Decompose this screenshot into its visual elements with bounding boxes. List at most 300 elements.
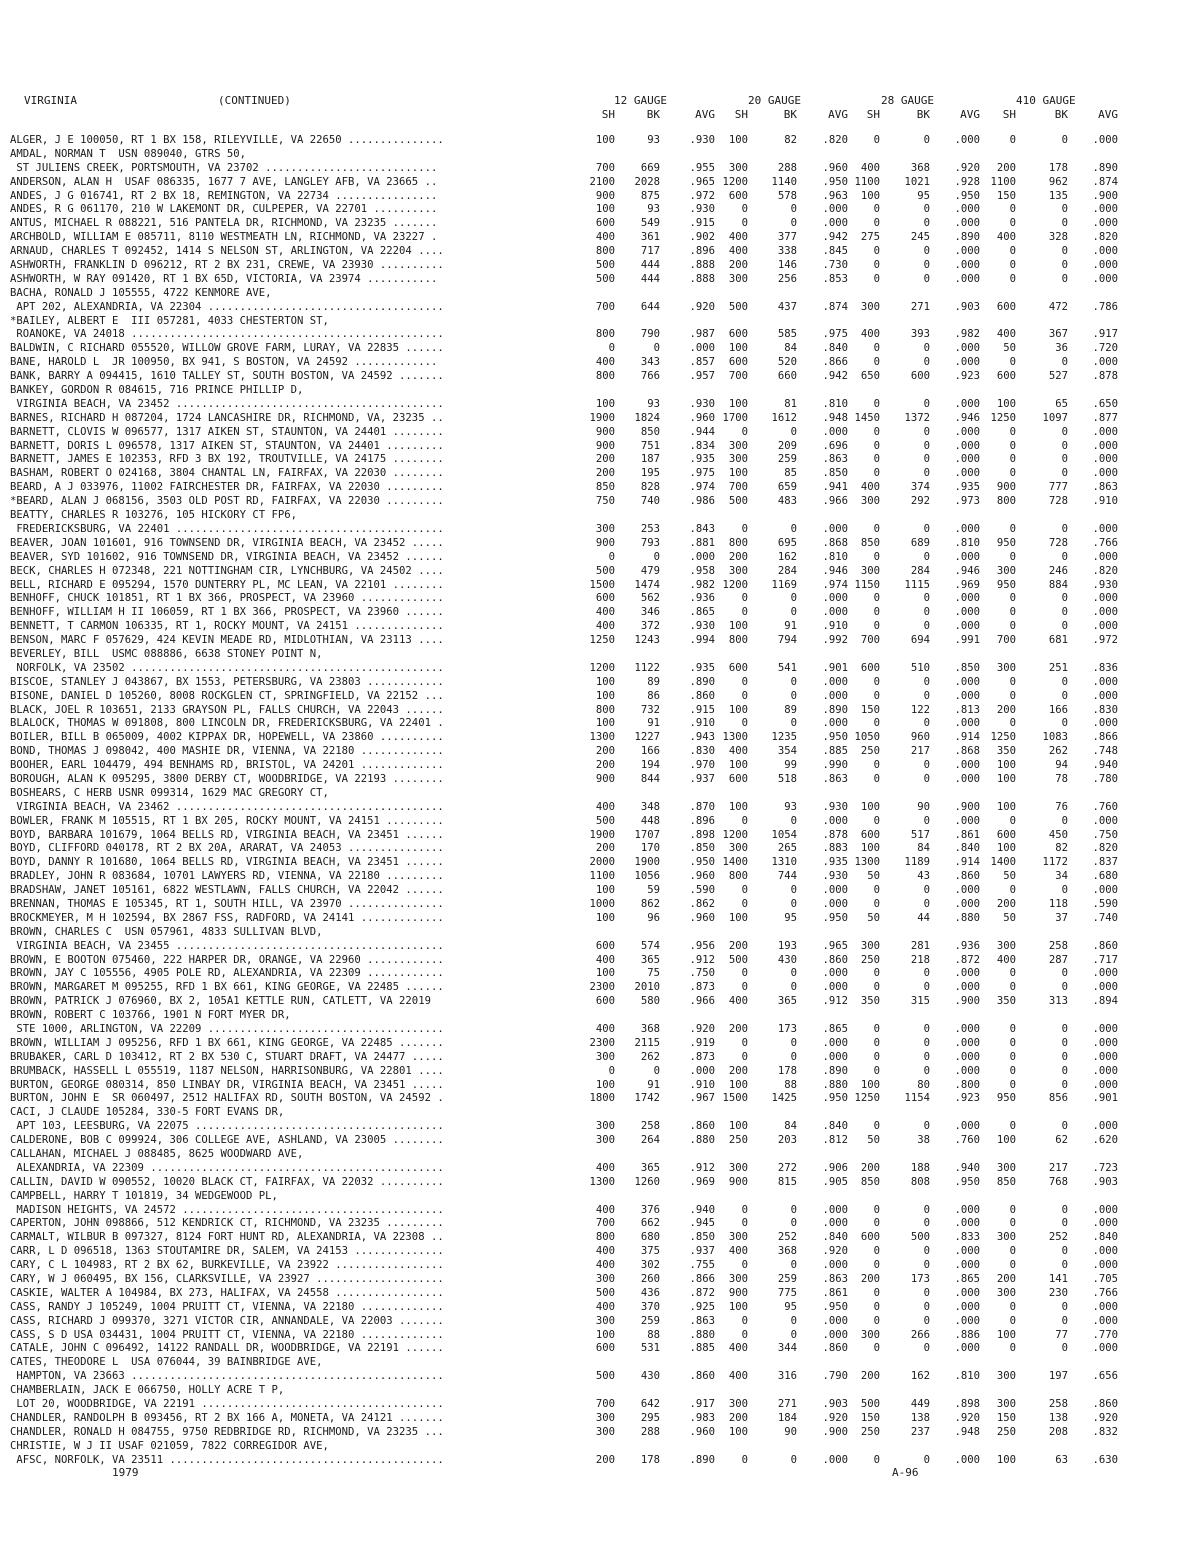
cell-sh20: 0 [741, 1036, 748, 1049]
cell-sh28: 100 [860, 189, 880, 202]
cell-avg410: .910 [1092, 495, 1118, 508]
cell-sh28: 250 [860, 745, 880, 758]
cell-sh12: 600 [595, 1342, 615, 1355]
cell-bk410: 287 [1048, 953, 1068, 966]
cell-avg28: .898 [954, 1398, 980, 1411]
cell-bk12: 875 [640, 189, 660, 202]
cell-sh28: 1100 [854, 175, 880, 188]
cell-sh20: 100 [728, 342, 748, 355]
cell-bk20: 368 [777, 1245, 797, 1258]
cell-sh12: 100 [595, 397, 615, 410]
cell-bk12: 75 [647, 967, 660, 980]
shooter-name-address: BOOHER, EARL 104479, 494 BENHAMS RD, BRISTOL, VA 24201 ............. [10, 759, 444, 772]
cell-bk410: 527 [1048, 370, 1068, 383]
shooter-row [0, 398, 1200, 412]
cell-sh410: 0 [1009, 467, 1016, 480]
cell-avg12: .915 [689, 217, 715, 230]
cell-bk28: 0 [923, 897, 930, 910]
cell-bk28: 0 [923, 1342, 930, 1355]
cell-bk28: 38 [917, 1134, 930, 1147]
cell-sh12: 400 [595, 606, 615, 619]
cell-avg28: .000 [954, 203, 980, 216]
cell-sh12: 200 [595, 453, 615, 466]
cell-bk12: 343 [640, 356, 660, 369]
cell-avg28: .865 [954, 1273, 980, 1286]
cell-sh28: 0 [873, 1217, 880, 1230]
cell-avg12: .972 [689, 189, 715, 202]
cell-avg410: .837 [1092, 856, 1118, 869]
cell-bk12: 89 [647, 675, 660, 688]
cell-sh12: 200 [595, 842, 615, 855]
cell-avg20: .950 [822, 1300, 848, 1313]
cell-bk28: 500 [910, 1231, 930, 1244]
shooter-name-address: BRADLEY, JOHN R 083684, 10701 LAWYERS RD, VIENNA, VA 22180 ......... [10, 870, 444, 883]
cell-bk20: 88 [784, 1078, 797, 1091]
shooter-name-address: CATALE, JOHN C 096492, 14122 RANDALL DR, WOODBRIDGE, VA 22191 ...... [10, 1342, 444, 1355]
cell-bk28: 689 [910, 536, 930, 549]
cell-sh28: 650 [860, 370, 880, 383]
shooter-name-address: VIRGINIA BEACH, VA 23455 .......................................... [10, 939, 444, 952]
cell-sh410: 0 [1009, 675, 1016, 688]
shooter-name-address: ROANOKE, VA 24018 ................................................. [10, 328, 444, 341]
cell-bk28: 284 [910, 564, 930, 577]
cell-avg20: .941 [822, 481, 848, 494]
cell-avg20: .000 [822, 217, 848, 230]
cell-sh28: 0 [873, 439, 880, 452]
cell-sh28: 0 [873, 1245, 880, 1258]
cell-avg28: .000 [954, 606, 980, 619]
cell-avg28: .000 [954, 453, 980, 466]
shooter-row [0, 453, 1200, 467]
shooter-name-address: ALEXANDRIA, VA 22309 .............................................. [10, 1161, 444, 1174]
cell-avg12: .890 [689, 1453, 715, 1466]
shooter-row [0, 1259, 1200, 1273]
cell-sh28: 250 [860, 1425, 880, 1438]
cell-bk12: 372 [640, 620, 660, 633]
cell-avg12: .966 [689, 995, 715, 1008]
cell-bk20: 203 [777, 1134, 797, 1147]
cell-sh20: 300 [728, 1273, 748, 1286]
cell-sh410: 0 [1009, 425, 1016, 438]
cell-bk12: 790 [640, 328, 660, 341]
cell-avg28: .000 [954, 245, 980, 258]
cell-bk12: 368 [640, 1023, 660, 1035]
gauge-28-bk-heading: BK [916, 108, 930, 121]
cell-sh12: 400 [595, 1203, 615, 1216]
cell-avg20: .946 [822, 564, 848, 577]
cell-sh12: 600 [595, 939, 615, 952]
cell-bk20: 744 [777, 870, 797, 883]
cell-bk12: 361 [640, 231, 660, 244]
cell-sh20: 600 [728, 772, 748, 785]
cell-avg28: .000 [954, 522, 980, 535]
cell-avg20: .948 [822, 411, 848, 424]
cell-bk410: 0 [1061, 1245, 1068, 1258]
cell-avg28: .950 [954, 1175, 980, 1188]
cell-sh12: 1800 [589, 1092, 615, 1105]
cell-avg12: .910 [689, 1078, 715, 1091]
cell-sh410: 1100 [990, 175, 1016, 188]
cell-avg12: .880 [689, 1328, 715, 1341]
cell-sh20: 0 [741, 203, 748, 216]
shooter-row [0, 829, 1200, 843]
cell-bk12: 91 [647, 1078, 660, 1091]
cell-sh20: 300 [728, 1161, 748, 1174]
cell-avg12: .888 [689, 259, 715, 272]
cell-sh20: 900 [728, 1286, 748, 1299]
cell-avg410: .000 [1092, 467, 1118, 480]
shooter-row [0, 1092, 1200, 1106]
cell-bk410: 77 [1055, 1328, 1068, 1341]
cell-bk12: 850 [640, 425, 660, 438]
cell-avg12: .850 [689, 1231, 715, 1244]
shooter-name-address: BROWN, JAY C 105556, 4905 POLE RD, ALEXANDRIA, VA 22309 ............ [10, 967, 444, 980]
shooter-name-address: ST JULIENS CREEK, PORTSMOUTH, VA 23702 ........................... [10, 161, 438, 174]
cell-avg12: .755 [689, 1259, 715, 1272]
cell-sh410: 0 [1009, 592, 1016, 605]
cell-bk410: 0 [1061, 606, 1068, 619]
shooter-name-address: VIRGINIA BEACH, VA 23462 .......................................... [10, 800, 444, 813]
shooter-name-address: BOYD, BARBARA 101679, 1064 BELLS RD, VIRGINIA BEACH, VA 23451 ...... [10, 828, 444, 841]
cell-avg28: .860 [954, 870, 980, 883]
cell-sh28: 0 [873, 1064, 880, 1077]
cell-sh12: 500 [595, 259, 615, 272]
cell-sh20: 0 [741, 981, 748, 994]
cell-avg410: .000 [1092, 259, 1118, 272]
cell-bk410: 728 [1048, 495, 1068, 508]
cell-sh20: 0 [741, 689, 748, 702]
cell-avg410: .656 [1092, 1370, 1118, 1383]
cell-sh12: 600 [595, 217, 615, 230]
gauge-20-heading: 20 GAUGE [748, 94, 801, 107]
cell-avg28: .872 [954, 953, 980, 966]
shooter-row [0, 481, 1200, 495]
cell-sh20: 0 [741, 1328, 748, 1341]
cell-sh20: 100 [728, 1120, 748, 1133]
cell-bk20: 265 [777, 842, 797, 855]
cell-bk12: 1227 [634, 731, 660, 744]
cell-bk410: 0 [1061, 550, 1068, 563]
cell-avg410: .000 [1092, 1050, 1118, 1063]
cell-sh12: 700 [595, 161, 615, 174]
cell-sh410: 0 [1009, 217, 1016, 230]
cell-sh12: 0 [608, 1064, 615, 1077]
cell-avg28: .000 [954, 1064, 980, 1077]
cell-sh20: 0 [741, 522, 748, 535]
cell-avg12: .888 [689, 272, 715, 285]
cell-bk28: 237 [910, 1425, 930, 1438]
cell-bk28: 0 [923, 203, 930, 216]
cell-bk410: 0 [1061, 259, 1068, 272]
cell-sh28: 400 [860, 481, 880, 494]
cell-bk410: 0 [1061, 1120, 1068, 1133]
cell-avg410: .863 [1092, 481, 1118, 494]
cell-avg410: .000 [1092, 453, 1118, 466]
cell-sh28: 0 [873, 981, 880, 994]
cell-bk12: 91 [647, 717, 660, 730]
shooter-row [0, 842, 1200, 856]
cell-bk410: 37 [1055, 911, 1068, 924]
cell-sh28: 300 [860, 939, 880, 952]
gauge-410-bk-heading: BK [1054, 108, 1068, 121]
cell-bk20: 344 [777, 1342, 797, 1355]
cell-avg20: .812 [822, 1134, 848, 1147]
cell-avg410: .830 [1092, 703, 1118, 716]
cell-bk410: 0 [1061, 1023, 1068, 1035]
shooter-name-address: BEAVER, JOAN 101601, 916 TOWNSEND DR, VIRGINIA BEACH, VA 23452 ..... [10, 536, 444, 549]
cell-avg20: .000 [822, 897, 848, 910]
shooter-row [0, 773, 1200, 787]
cell-bk20: 184 [777, 1411, 797, 1424]
cell-bk12: 166 [640, 745, 660, 758]
shooter-name-address: BOSHEARS, C HERB USNR 099314, 1629 MAC GREGORY CT, [10, 786, 329, 799]
cell-bk12: 348 [640, 800, 660, 813]
cell-sh20: 400 [728, 1342, 748, 1355]
cell-bk410: 962 [1048, 175, 1068, 188]
gauge-410-avg-heading: AVG [1098, 108, 1118, 121]
cell-avg12: .000 [689, 550, 715, 563]
cell-bk28: 1189 [904, 856, 930, 869]
cell-avg28: .840 [954, 842, 980, 855]
cell-avg28: .914 [954, 731, 980, 744]
cell-sh20: 0 [741, 425, 748, 438]
cell-avg20: .942 [822, 231, 848, 244]
cell-avg28: .936 [954, 939, 980, 952]
cell-bk12: 375 [640, 1245, 660, 1258]
shooter-row [0, 467, 1200, 481]
cell-avg28: .000 [954, 1453, 980, 1466]
cell-sh12: 300 [595, 1314, 615, 1327]
shooter-row [0, 731, 1200, 745]
shooter-row [0, 1162, 1200, 1176]
cell-bk12: 444 [640, 259, 660, 272]
cell-avg410: .748 [1092, 745, 1118, 758]
cell-sh28: 600 [860, 828, 880, 841]
cell-bk28: 0 [923, 1036, 930, 1049]
cell-avg410: .650 [1092, 397, 1118, 410]
cell-bk28: 0 [923, 759, 930, 772]
cell-avg12: .960 [689, 411, 715, 424]
cell-bk20: 660 [777, 370, 797, 383]
cell-sh20: 800 [728, 536, 748, 549]
cell-sh410: 300 [996, 939, 1016, 952]
gauge-12-sh-heading: SH [601, 108, 615, 121]
cell-bk20: 0 [790, 814, 797, 827]
shooter-name-address: BENHOFF, WILLIAM H II 106059, RT 1 BX 366, PROSPECT, VA 23960 ...... [10, 606, 444, 619]
shooter-row [0, 995, 1200, 1009]
cell-bk12: 0 [653, 1064, 660, 1077]
cell-bk20: 659 [777, 481, 797, 494]
cell-avg12: .955 [689, 161, 715, 174]
cell-bk12: 1056 [634, 870, 660, 883]
cell-avg20: .966 [822, 495, 848, 508]
cell-bk12: 430 [640, 1370, 660, 1383]
cell-avg410: .680 [1092, 870, 1118, 883]
cell-avg12: .865 [689, 606, 715, 619]
cell-sh28: 50 [867, 1134, 880, 1147]
cell-sh28: 0 [873, 522, 880, 535]
cell-bk28: 0 [923, 1023, 930, 1035]
shooter-row [0, 1204, 1200, 1218]
shooter-row [0, 634, 1200, 648]
cell-sh20: 600 [728, 189, 748, 202]
cell-avg20: .920 [822, 1411, 848, 1424]
gauge-12-avg-heading: AVG [695, 108, 715, 121]
cell-avg28: .000 [954, 1245, 980, 1258]
shooter-name-address: ANDES, R G 061170, 210 W LAKEMONT DR, CULPEPER, VA 22701 .......... [10, 203, 438, 216]
cell-avg20: .930 [822, 800, 848, 813]
cell-avg28: .900 [954, 800, 980, 813]
cell-sh12: 2100 [589, 175, 615, 188]
cell-avg28: .000 [954, 1286, 980, 1299]
cell-bk20: 99 [784, 759, 797, 772]
cell-avg410: .000 [1092, 884, 1118, 897]
cell-avg12: .958 [689, 564, 715, 577]
cell-sh410: 0 [1009, 606, 1016, 619]
cell-bk28: 510 [910, 661, 930, 674]
shooter-name-address: CARMALT, WILBUR B 097327, 8124 FORT HUNT RD, ALEXANDRIA, VA 22308 .. [10, 1231, 444, 1244]
cell-bk20: 84 [784, 342, 797, 355]
cell-bk20: 354 [777, 745, 797, 758]
cell-sh12: 200 [595, 1453, 615, 1466]
cell-bk20: 0 [790, 897, 797, 910]
cell-sh12: 1300 [589, 731, 615, 744]
cell-avg410: .890 [1092, 161, 1118, 174]
cell-sh12: 300 [595, 1134, 615, 1147]
cell-bk12: 93 [647, 134, 660, 146]
cell-sh28: 0 [873, 397, 880, 410]
shooter-name-address: BARNETT, JAMES E 102353, RFD 3 BX 192, TROUTVILLE, VA 24175 ........ [10, 453, 444, 466]
cell-avg20: .975 [822, 328, 848, 341]
shooter-name-address: ASHWORTH, FRANKLIN D 096212, RT 2 BX 231, CREWE, VA 23930 .......... [10, 259, 444, 272]
cell-sh12: 100 [595, 884, 615, 897]
cell-sh20: 800 [728, 634, 748, 647]
cell-sh410: 1250 [990, 731, 1016, 744]
cell-sh20: 600 [728, 661, 748, 674]
cell-bk410: 262 [1048, 745, 1068, 758]
cell-bk20: 430 [777, 953, 797, 966]
cell-bk410: 0 [1061, 717, 1068, 730]
cell-sh28: 250 [860, 953, 880, 966]
cell-bk28: 0 [923, 1245, 930, 1258]
cell-avg20: .850 [822, 467, 848, 480]
cell-avg20: .863 [822, 772, 848, 785]
cell-sh12: 500 [595, 1370, 615, 1383]
cell-bk12: 0 [653, 550, 660, 563]
cell-sh20: 0 [741, 1453, 748, 1466]
cell-avg28: .000 [954, 1023, 980, 1035]
cell-sh20: 0 [741, 1259, 748, 1272]
cell-avg20: .820 [822, 134, 848, 146]
cell-sh410: 300 [996, 1398, 1016, 1411]
cell-sh28: 50 [867, 911, 880, 924]
cell-avg12: .885 [689, 1342, 715, 1355]
cell-avg410: .740 [1092, 911, 1118, 924]
cell-avg410: .000 [1092, 1300, 1118, 1313]
cell-avg20: .000 [822, 967, 848, 980]
cell-sh410: 0 [1009, 272, 1016, 285]
shooter-row [0, 606, 1200, 620]
cell-sh28: 0 [873, 1314, 880, 1327]
cell-bk12: 1260 [634, 1175, 660, 1188]
cell-bk12: 1122 [634, 661, 660, 674]
cell-avg12: .890 [689, 675, 715, 688]
cell-avg410: .836 [1092, 661, 1118, 674]
cell-avg12: .862 [689, 897, 715, 910]
cell-sh410: 300 [996, 1286, 1016, 1299]
cell-bk12: 365 [640, 953, 660, 966]
shooter-name-address: CARR, L D 096518, 1363 STOUTAMIRE DR, SALEM, VA 24153 .............. [10, 1245, 444, 1258]
cell-bk12: 365 [640, 1161, 660, 1174]
cell-avg20: .874 [822, 300, 848, 313]
cell-bk410: 0 [1061, 272, 1068, 285]
cell-avg20: .906 [822, 1161, 848, 1174]
cell-bk20: 0 [790, 592, 797, 605]
cell-avg28: .000 [954, 772, 980, 785]
cell-bk28: 80 [917, 1078, 930, 1091]
cell-bk12: 732 [640, 703, 660, 716]
cell-bk20: 0 [790, 981, 797, 994]
cell-avg410: .786 [1092, 300, 1118, 313]
cell-sh20: 0 [741, 1203, 748, 1216]
cell-sh12: 400 [595, 356, 615, 369]
cell-avg20: .920 [822, 1245, 848, 1258]
shooter-row [0, 162, 1200, 176]
cell-bk12: 195 [640, 467, 660, 480]
cell-sh12: 200 [595, 759, 615, 772]
cell-sh28: 200 [860, 1370, 880, 1383]
shooter-name-address: CARY, C L 104983, RT 2 BX 62, BURKEVILLE, VA 23922 ................. [10, 1259, 444, 1272]
cell-sh28: 300 [860, 300, 880, 313]
cell-bk410: 0 [1061, 1300, 1068, 1313]
shooter-name-address: BISONE, DANIEL D 105260, 8008 ROCKGLEN CT, SPRINGFIELD, VA 22152 ... [10, 689, 444, 702]
cell-avg28: .000 [954, 1120, 980, 1133]
cell-avg28: .923 [954, 370, 980, 383]
shooter-name-address: APT 202, ALEXANDRIA, VA 22304 ..................................... [10, 300, 444, 313]
cell-sh410: 300 [996, 1370, 1016, 1383]
cell-sh410: 300 [996, 661, 1016, 674]
cell-bk12: 260 [640, 1273, 660, 1286]
cell-bk20: 82 [784, 134, 797, 146]
cell-avg410: .590 [1092, 897, 1118, 910]
shooter-name-address: *BEARD, ALAN J 068156, 3503 OLD POST RD, FAIRFAX, VA 22030 ......... [10, 495, 444, 508]
cell-bk12: 793 [640, 536, 660, 549]
cell-bk28: 0 [923, 1064, 930, 1077]
cell-bk28: 374 [910, 481, 930, 494]
cell-sh20: 1500 [722, 1092, 748, 1105]
cell-avg410: .000 [1092, 717, 1118, 730]
cell-sh410: 0 [1009, 1203, 1016, 1216]
cell-sh20: 400 [728, 1245, 748, 1258]
shooter-row [0, 509, 1200, 523]
shooter-row [0, 134, 1200, 148]
cell-sh410: 350 [996, 745, 1016, 758]
cell-avg410: .840 [1092, 1231, 1118, 1244]
cell-avg28: .886 [954, 1328, 980, 1341]
shooter-row [0, 592, 1200, 606]
cell-bk28: 1115 [904, 578, 930, 591]
cell-sh20: 100 [728, 800, 748, 813]
cell-sh20: 1200 [722, 175, 748, 188]
cell-bk12: 370 [640, 1300, 660, 1313]
cell-bk410: 0 [1061, 217, 1068, 230]
cell-avg28: .000 [954, 1300, 980, 1313]
cell-bk410: 258 [1048, 939, 1068, 952]
cell-bk28: 0 [923, 772, 930, 785]
shooter-name-address: VIRGINIA BEACH, VA 23452 .......................................... [10, 397, 444, 410]
cell-sh28: 0 [873, 1286, 880, 1299]
cell-sh20: 0 [741, 592, 748, 605]
